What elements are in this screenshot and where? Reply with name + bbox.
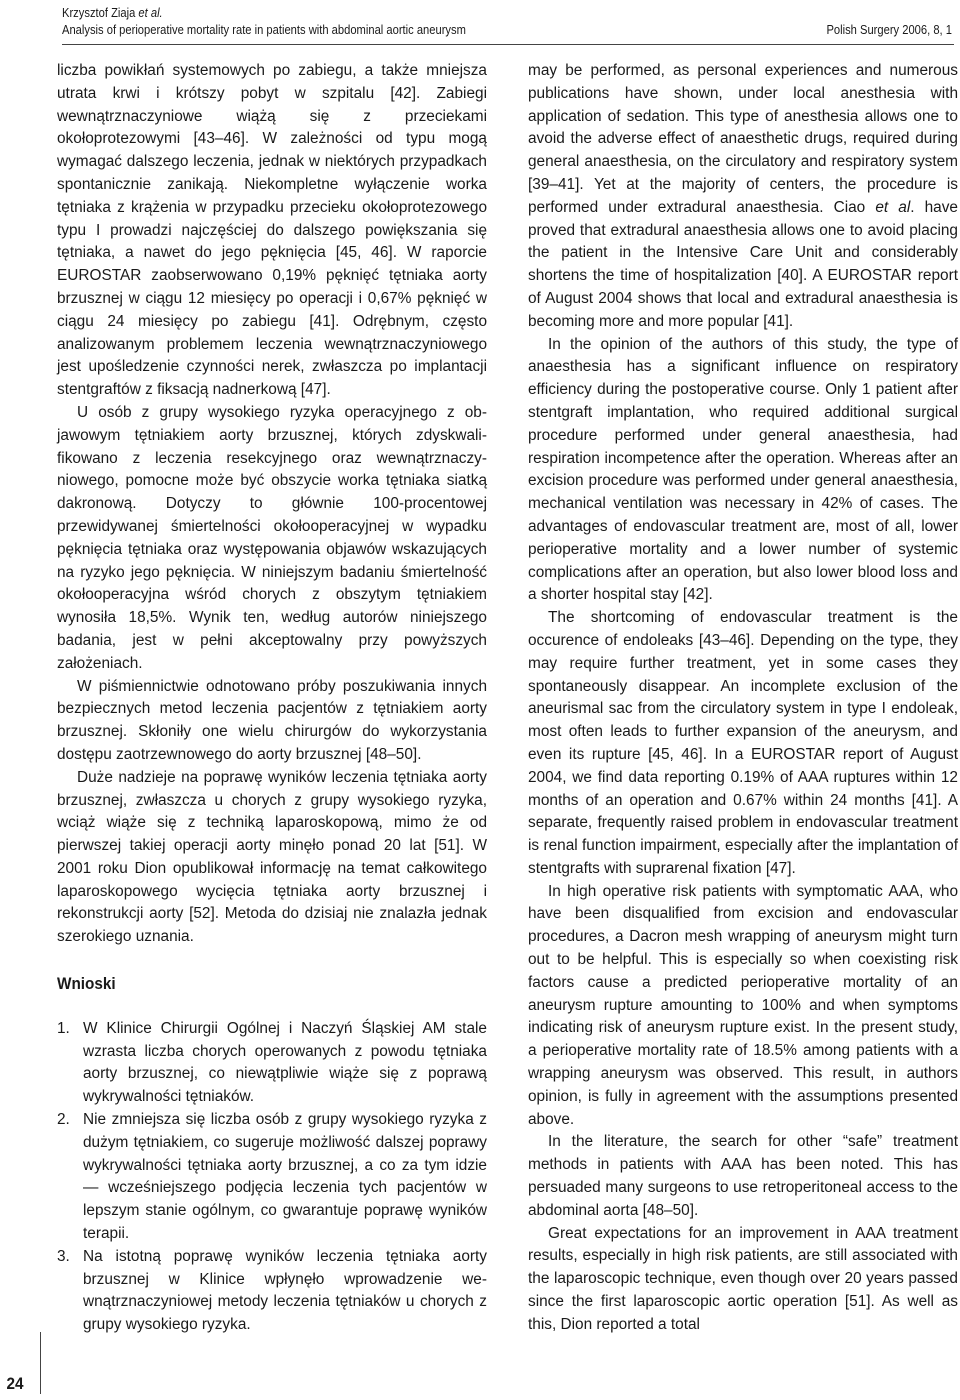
left-paragraph-1: liczba powikłań systemowych po zabiegu, a także mniejsza utrata krwi i krótszy pobyt w szpitalu [42]. Zabiegi wewnątrznaczyniowe wiążą się z przeciekami okołoprotezowymi [43–46]. W zależności od typu mogą wymagać dalszego leczenia, jednak w niektórych przypadkach spontanicznie zanikają. Niekompletne wyłączenie worka tętniaka z krążenia w przypadku przecieku okołoprotezowego typu I prowadzi najczęściej do dalszego powiększania się tętniaka, a nawet do jego pęknięcia [45, 46]. W raporcie EUROSTAR zaobserwowano 0,19% pęknięć tętniaka aorty brzusznej w ciągu 12 miesięcy po operacji i 0,67% pęknięć w ciągu 24 miesięcy po zabiegu [41]. Odrębnym, często analizowanym problemem leczenia wewnątrznaczyniowego jest upośledzenie czynności nerek, zwłaszcza po implantacji stentgraftów z fiksacją nadnerkową [47].	[57, 62, 487, 399]
right-paragraph-1-start: may be performed, as personal experiences and numerous publications have shown, under local anesthesia with application of sedation. This type of anesthesia allows one to avoid the adverse effect of anaesthetic drugs, required during general anaesthesia, on the circulatory and respiratory system [39–41]. Yet at the majority of centers, the procedure is performed under extradural anaesthesia. Ciao	[528, 62, 958, 216]
left-paragraph-2: U osób z grupy wysokiego ryzyka operacyjnego z objawowym tętniakiem aorty brzusznej, których zdyskwalifikowano z leczenia resekcyjnego oraz wewnątrznaczyniowego, pomocne może być obszycie worka tętniaka siatką dakronową. Dotyczy to głównie 100-procentowej przewidywanej śmiertelności okołooperacyjnej w wypadku pęknięcia tętniaka oraz występowania objawów wskazujących na ryzyko jego pęknięcia. W niniejszym badaniu śmiertelność okołooperacyjna wśród chorych z obszytym tętniakiem wynosiła 18,5%. Wynik ten, według autorów niniejszego badania, jest w pełni akceptowalny przy powyższych założeniach.	[57, 403, 487, 672]
running-header	[62, 4, 466, 38]
header-article-title: Analysis of perioperative mortality rate in patients with abdominal aortic aneurysm	[62, 22, 466, 37]
right-column	[528, 60, 958, 1337]
right-paragraph-1-etal: et al	[875, 198, 911, 216]
left-paragraph-4: Duże nadzieje na poprawę wyników leczenia tętniaka aorty brzusznej, zwłaszcza u chorych z grupy wysokiego ryzyka, wciąż wiąże się z techniką laparoskopową, mimo że od pierwszej takiej operacji aorty minęło ponad 20 lat [51]. W 2001 roku Dion opublikował informację na temat całkowitego laparoskopowego wycięcia tętniaka aorty brzusznej i rekonstrukcji aorty [52]. Metoda do dzisiaj nie znalazła jednak szerokiego uznania.	[57, 768, 487, 946]
header-author-name: Krzysztof Ziaja	[62, 5, 139, 20]
conclusion-text: Nie zmniejsza się liczba osób z grupy wysokiego ryzyka z dużym tętniakiem, co sugeruje możliwość dalszej poprawy wykrywalności tętniaka aorty brzusznej, a co za tym idzie — wcześniejszego podjęcia leczenia tych pacjentów w lepszym stanie ogólnym, co gwarantuje poprawę wyników terapii.	[83, 1111, 487, 1243]
right-paragraph-6: Great expectations for an improvement in AAA treatment results, especially in high risk patients, are still associated with the laparoscopic technique, even though over 20 years passed since the first laparoscopic aortic operation [51]. As well as this, Dion reported a total	[528, 1224, 958, 1333]
header-author-etal: et al.	[138, 5, 163, 20]
left-column	[57, 60, 487, 1337]
right-paragraph-4: In high operative risk patients with symptomatic AAA, who have been disqualified from excision and endovascular procedures, a Dacron mesh wrapping of aneurysm might turn out to be helpful. This is especially so when coexisting risk factors cause a predicted perioperative mortality of an aneurysm rupture amounting to 100% and when symptoms indicating risk of aneurysm rupture exist. In the present study, a perioperative mortality rate of 18.5% among patients with a wrapping aneurysm was observed. This result, in authors opinion, is fully in agreement with the assumptions presented above.	[528, 882, 958, 1128]
section-heading-conclusions: Wnioski	[57, 974, 116, 994]
left-paragraph-3: W piśmiennictwie odnotowano próby poszukiwania innych bezpiecznych metod leczenia pacjentów z tętniakiem aorty brzusznej. Skłoniły one wielu chirurgów do wykorzystania dostępu zaotrzewnowego do aorty brzusznej [48–50].	[57, 677, 487, 763]
journal-name: Polish Surgery 2006, 8, 1	[826, 22, 952, 37]
conclusion-number: 1.	[57, 1019, 70, 1037]
conclusion-number: 2.	[57, 1111, 70, 1129]
conclusion-item	[57, 1246, 487, 1337]
right-paragraph-3: The shortcoming of endovascular treatment is the occurence of endoleaks [43–46]. Depending on the type, they may require further treatment, yet in some cases they spontaneously disappear. An incomplete exclusion of the aneurismal sac from the circulatory system in type I endoleak, most often leads to further expansion of the aneurysm, and even its rupture [45, 46]. In a EUROSTAR report of August 2004, we find data reporting 0.19% of AAA ruptures within 12 months of an operation and 0.67% within 24 months [41]. A separate, frequently raised problem in endovascular treatment is renal function impairment, especially after the implantation of stentgrafts with suprarenal fixation [47].	[528, 609, 958, 877]
conclusion-item	[57, 1018, 487, 1109]
right-paragraph-2: In the opinion of the authors of this study, the type of anaesthesia has a significant influence on respiratory efficiency during the postoperative course. Only 1 patient after stentgraft implantation, who required additional surgical procedure performed under general anaesthesia, had respiration incompetence after the operation. Whereas after an excision procedure was performed under general anaesthesia, mechanical ventilation was necessary in 42% of cases. The advantages of endovascular treatment are, most of all, lower perioperative mortality and a lower number of systemic complications after an operation, but also lower blood loss and a shorter hospital stay [42].	[528, 335, 958, 604]
page-number: 24	[6, 1374, 24, 1393]
conclusion-item	[57, 1109, 487, 1246]
right-paragraph-1	[528, 60, 958, 334]
header-divider	[62, 44, 954, 45]
conclusion-text: W Klinice Chirurgii Ogólnej i Naczyń Śląskiej AM stale wzrasta liczba chorych operowanych z powodu tętniaka aorty brzusznej, co niewątpliwie wiąże się z poprawą wykrywalności tętniaków.	[83, 1019, 487, 1106]
conclusion-text: Na istotną poprawę wyników leczenia tętniaka aorty brzusznej w Klinice wpłynęło wprowadzenie wewnątrznaczyniowej metody leczenia tętniaków u chorych z grupy wysokiego ryzyka.	[83, 1247, 487, 1334]
conclusion-number: 3.	[57, 1247, 70, 1265]
right-paragraph-5: In the literature, the search for other “safe” treatment methods in patients with AAA has been noted. This has persuaded many surgeons to use retroperitoneal access to the abdominal aorta [48–50].	[528, 1133, 958, 1219]
header-authors	[62, 4, 466, 21]
right-paragraph-1-end: . have proved that extradural anaesthesia allows one to avoid placing the patient in the Intensive Care Unit and considerably shortens the time of hospitalization [40]. A EUROSTAR report of August 2004 shows that local and extradural anaesthesia is becoming more and more popular [41].	[528, 198, 958, 330]
page-number-divider	[40, 1332, 41, 1394]
conclusions-list	[57, 1018, 487, 1337]
